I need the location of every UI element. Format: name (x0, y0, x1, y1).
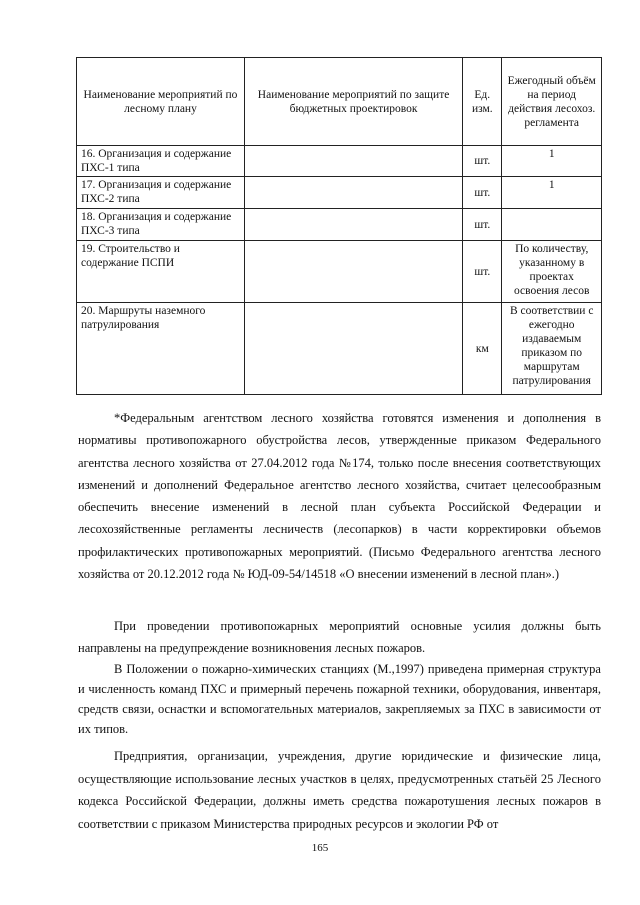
row-annual: 1 (502, 177, 602, 209)
paragraph-fire-prevention: При проведении противопожарных мероприятий основные усилия должны быть направлены на предупреждение возникновения лесных пожаров. (78, 619, 601, 655)
table-row (77, 209, 602, 241)
row-budget (244, 241, 462, 303)
row-annual: В соответствии с ежегодно издаваемым приказом по маршрутам патрулирования (502, 303, 602, 395)
row-name: 17. Организация и содержание ПХС-2 типа (77, 177, 245, 209)
table-row (77, 177, 602, 209)
row-name: 18. Организация и содержание ПХС-3 типа (77, 209, 245, 241)
measures-table (76, 57, 602, 395)
row-unit: км (463, 303, 502, 395)
row-unit: шт. (463, 209, 502, 241)
header-unit: Ед. изм. (463, 58, 502, 146)
paragraph-organizations: Предприятия, организации, учреждения, другие юридические и физические лица, осуществляющие использование лесных участков в целях, предусмотренных статьёй 25 Лесного кодекса Российской Федерации, должны иметь средства пожаротушения лесных пожаров в соответствии с приказом Министерства природных ресурсов и экологии РФ от (78, 749, 601, 831)
row-unit: шт. (463, 241, 502, 303)
paragraph-block (78, 615, 601, 659)
row-name: 19. Строительство и содержание ПСПИ (77, 241, 245, 303)
header-plan-measures: Наименование мероприятий по лесному плану (77, 58, 245, 146)
table-row (77, 146, 602, 177)
row-budget (244, 209, 462, 241)
row-annual: По количеству, указанному в проектах освоения лесов (502, 241, 602, 303)
page-number: 165 (311, 842, 329, 854)
paragraph-block (78, 659, 601, 739)
row-budget (244, 303, 462, 395)
row-unit: шт. (463, 177, 502, 209)
row-annual (502, 209, 602, 241)
paragraph-pkhs-regulation: В Положении о пожарно-химических станциях (М.,1997) приведена примерная структура и численность команд ПХС и примерный перечень пожарной техники, оборудования, инвентаря, средств связи, оснастки и вспомогательных материалов, закрепляемых за ПХС в зависимости от их типов. (78, 662, 601, 736)
row-unit: шт. (463, 146, 502, 177)
table-row (77, 241, 602, 303)
row-annual: 1 (502, 146, 602, 177)
paragraph-block (78, 745, 601, 835)
header-budget-measures: Наименование мероприятий по защите бюджетных проектировок (244, 58, 462, 146)
footnote-block (78, 407, 601, 585)
row-budget (244, 146, 462, 177)
row-name: 16. Организация и содержание ПХС-1 типа (77, 146, 245, 177)
header-annual-volume: Ежегодный объём на период действия лесохоз. регламента (502, 58, 602, 146)
row-budget (244, 177, 462, 209)
row-name: 20. Маршруты наземного патрулирования (77, 303, 245, 395)
footnote-paragraph: *Федеральным агентством лесного хозяйства готовятся изменения и дополнения в нормативы противопожарного обустройства лесов, утвержденные приказом Федерального агентства лесного хозяйства от 27.04.2012 года №174, только после внесения соответствующих изменений и дополнений Федеральное агентство лесного хозяйства, считает целесообразным обеспечить внесение изменений в лесной план субъекта Российской Федерации и лесохозяйственные регламенты лесничеств (лесопарков) в части корректировки объемов профилактических противопожарных мероприятий. (Письмо Федерального агентства лесного хозяйства от 20.12.2012 года № ЮД-09-54/14518 «О внесении изменений в лесной план».) (78, 411, 601, 582)
table-row (77, 303, 602, 395)
table-header-row (77, 58, 602, 146)
